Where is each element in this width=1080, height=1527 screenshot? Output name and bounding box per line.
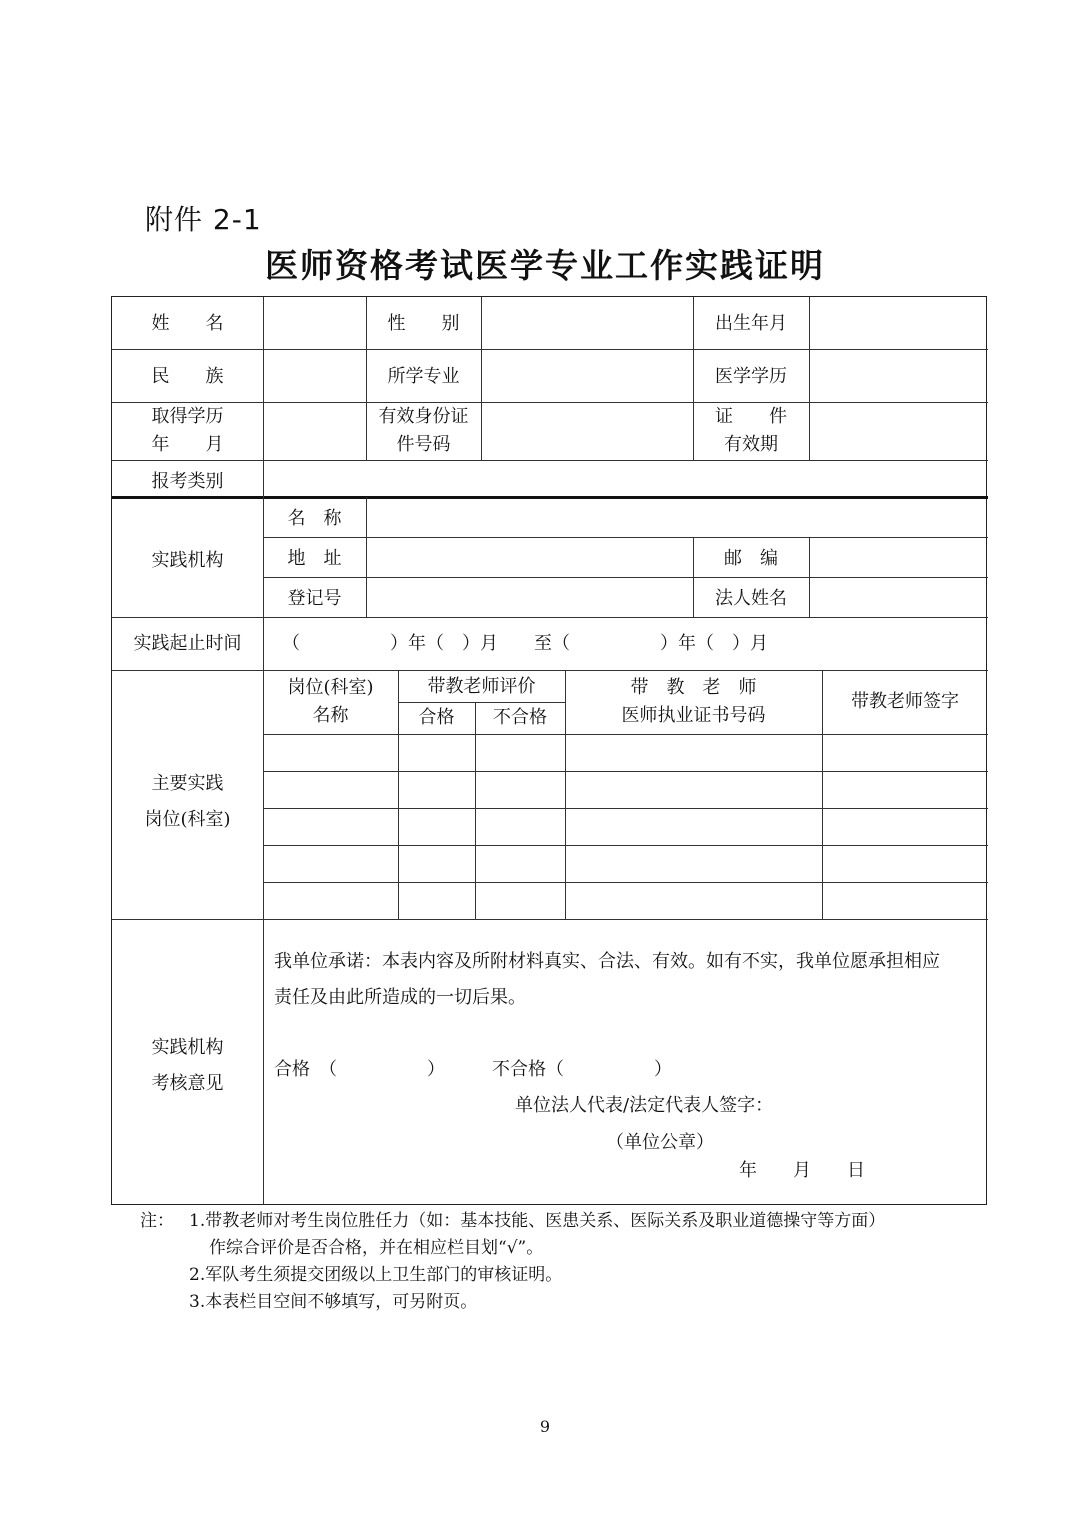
institution-label: 实践机构: [151, 550, 224, 571]
promise-text-line2: 责任及由此所造成的一切后果。: [274, 987, 526, 1008]
attachment-label: 附件 2-1: [145, 203, 262, 236]
institution-name-field[interactable]: [367, 499, 986, 537]
birth-label: 出生年月: [715, 313, 787, 334]
posts-label-line2: 岗位(科室): [144, 809, 231, 830]
institution-address-field[interactable]: [367, 538, 692, 577]
legal-person-field[interactable]: [810, 578, 986, 617]
legal-rep-signature[interactable]: 单位法人代表/法定代表人签字：: [515, 1095, 774, 1116]
postcode-field[interactable]: [810, 538, 986, 577]
review-date[interactable]: 年 月 日: [739, 1160, 865, 1181]
period-label: 实践起止时间: [133, 633, 242, 654]
col-post-header-line2: 名称: [312, 705, 349, 726]
ethnic-field[interactable]: [264, 350, 365, 402]
review-pass-option[interactable]: 合格 （ ）: [274, 1059, 445, 1080]
note-3: 3.本表栏目空间不够填写，可另附页。: [189, 1292, 478, 1312]
id-number-label-line2: 件号码: [396, 434, 451, 455]
page-number: 9: [539, 1417, 551, 1436]
notes-label: 注：: [140, 1211, 174, 1231]
col-cert-header-line2: 医师执业证书号码: [621, 705, 766, 726]
gender-field[interactable]: [482, 297, 692, 349]
degree-time-label-line1: 取得学历: [151, 406, 224, 427]
legal-person-label: 法人姓名: [715, 588, 787, 609]
post-row[interactable]: [264, 846, 986, 882]
major-field[interactable]: [482, 350, 692, 402]
review-fail-option[interactable]: 不合格（ ）: [492, 1059, 672, 1080]
major-label: 所学专业: [387, 366, 460, 387]
id-number-field[interactable]: [482, 403, 692, 460]
birth-field[interactable]: [810, 297, 986, 349]
post-row[interactable]: [264, 809, 986, 845]
institution-address-label: 地 址: [287, 548, 342, 569]
degree-time-field[interactable]: [264, 403, 365, 460]
name-field[interactable]: [264, 297, 365, 349]
post-row[interactable]: [264, 772, 986, 808]
period-text[interactable]: （ ）年（ ）月 至（ ）年（ ）月: [282, 633, 768, 654]
col-pass-header: 合格: [418, 707, 455, 728]
exam-type-field[interactable]: [264, 461, 986, 495]
review-label-line2: 考核意见: [151, 1073, 224, 1094]
unit-seal: （单位公章）: [606, 1132, 714, 1153]
name-label: 姓 名: [151, 313, 224, 334]
col-sign-header: 带教老师签字: [851, 691, 959, 712]
post-row[interactable]: [264, 883, 986, 919]
id-validity-field[interactable]: [810, 403, 986, 460]
note-1-line2: 作综合评价是否合格，并在相应栏目划“√”。: [209, 1238, 544, 1258]
review-label: [112, 1030, 263, 1102]
ethnic-label: 民 族: [151, 366, 224, 387]
education-label: 医学学历: [715, 366, 787, 387]
col-post-header-line1: 岗位(科室): [287, 677, 374, 698]
id-validity-label-line2: 有效期: [724, 434, 778, 455]
id-number-label-line1: 有效身份证: [378, 406, 469, 427]
col-cert-header: [565, 674, 822, 730]
note-2: 2.军队考生须提交团级以上卫生部门的审核证明。: [189, 1265, 563, 1285]
note-1-line1: 1.带教老师对考生岗位胜任力（如：基本技能、医患关系、医际关系及职业道德操守等方面）: [189, 1211, 886, 1231]
degree-time-label-line2: 年 月: [151, 434, 224, 455]
institution-name-label: 名 称: [287, 508, 342, 529]
id-validity-label-line1: 证 件: [715, 406, 787, 427]
register-no-field[interactable]: [367, 578, 692, 617]
col-fail-header: 不合格: [493, 707, 547, 728]
posts-label: [112, 766, 263, 838]
gender-label: 性 别: [387, 313, 460, 334]
posts-label-line1: 主要实践: [151, 773, 224, 794]
form-title: 医师资格考试医学专业工作实践证明: [265, 246, 825, 285]
degree-time-label: [112, 403, 263, 459]
promise-text-line1: 我单位承诺：本表内容及所附材料真实、合法、有效。如有不实，我单位愿承担相应: [274, 951, 940, 972]
col-post-header: [263, 674, 398, 730]
id-number-label: [366, 403, 481, 459]
col-eval-header: 带教老师评价: [427, 676, 536, 697]
education-field[interactable]: [810, 350, 986, 402]
col-cert-header-line1: 带 教 老 师: [630, 677, 757, 698]
register-no-label: 登记号: [287, 588, 342, 609]
review-label-line1: 实践机构: [151, 1037, 224, 1058]
certificate-form: [111, 296, 987, 1205]
id-validity-label: [693, 403, 809, 459]
exam-type-label: 报考类别: [151, 471, 224, 492]
postcode-label: 邮 编: [724, 548, 778, 569]
post-row[interactable]: [264, 735, 986, 771]
